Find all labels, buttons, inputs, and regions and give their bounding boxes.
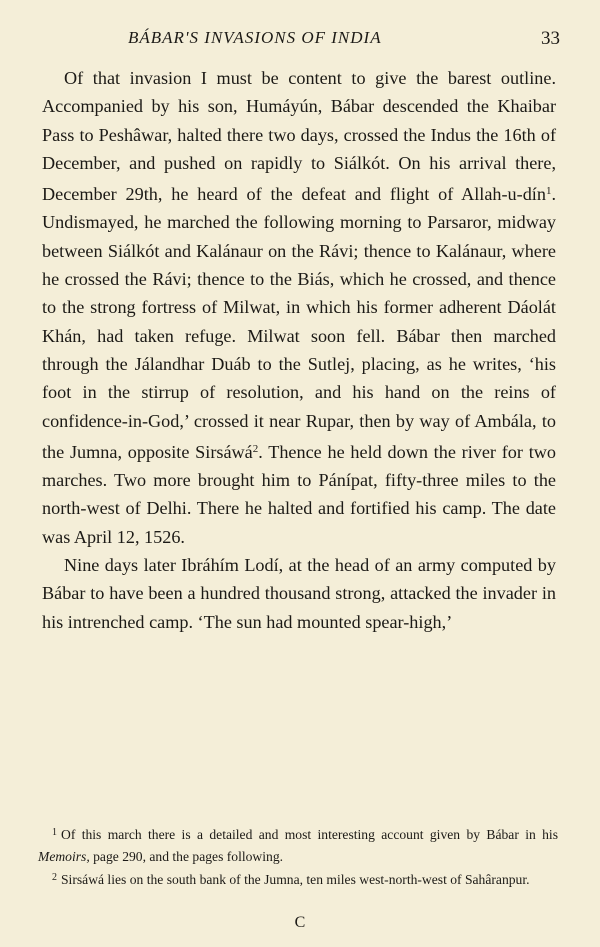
paragraph-text: Nine days later Ibráhím Lodí, at the head of an army computed by Bábar to have been a hundred thousand strong, attacked the invader in his intrenched camp. ‘The sun had mounted spear-high,’: [42, 555, 556, 632]
footnote: [38, 822, 558, 867]
footnote-text: Sirsáwá lies on the south bank of the Jumna, ten miles west-north-west of Sahâranpur.: [61, 872, 530, 887]
footnote-italic-title: Memoirs,: [38, 848, 90, 864]
footnote-reference: 2: [252, 442, 259, 455]
footnote-reference: 1: [545, 185, 552, 198]
signature-mark: C: [294, 914, 306, 931]
paragraph: [42, 551, 556, 636]
running-title: BÁBAR'S INVASIONS OF INDIA: [128, 28, 382, 47]
running-head: [40, 22, 560, 52]
footnotes: [38, 822, 558, 891]
paragraph-text: . Thence he held down the river for two marches. Two more brought him to Pánípat, fifty-three miles to the north-west of Delhi. There he halted and fortified his camp. The date was April 12, 1526.: [42, 441, 556, 547]
footnote-text: Of this march there is a detailed and most interesting account given by Bábar in his: [61, 827, 558, 842]
paragraph-text: Of that invasion I must be content to give the barest outline. Accompanied by his son, Humáyún, Bábar descended the Khaibar Pass to Peshâwar, halted there two days, crossed the Indus the 16th of December, and pushed on rapidly to Siálkót. On his arrival there, December 29th, he heard of the defeat and flight of Allah-u-dín: [42, 68, 556, 205]
paragraph-text: . Undismayed, he marched the following morning to Parsaror, midway between Siálkót and Kalánaur on the Rávi; thence to Kalánaur, where he crossed the Rávi; thence to the Biás, which he crossed, and thence to the strong fortress of Milwat, in which his former adherent Dáolát Khán, had taken refuge. Milwat soon fell. Bábar then marched through the Jálandhar Duáb to the Sutlej, placing, as he writes, ‘his foot in the stirrup of resolution, and his hand on the reins of confidence-in-God,’ crossed it near Rupar, then by way of Ambála, to the Jumna, opposite Sirsáwá: [42, 184, 556, 462]
body-text: [42, 64, 556, 636]
paragraph: [42, 64, 556, 551]
footnote: [38, 867, 558, 891]
page-number: 33: [541, 28, 560, 49]
footnote-number: 2: [52, 872, 57, 883]
footnote-text: page 290, and the pages following.: [89, 848, 284, 864]
footnote-number: 1: [52, 827, 57, 838]
